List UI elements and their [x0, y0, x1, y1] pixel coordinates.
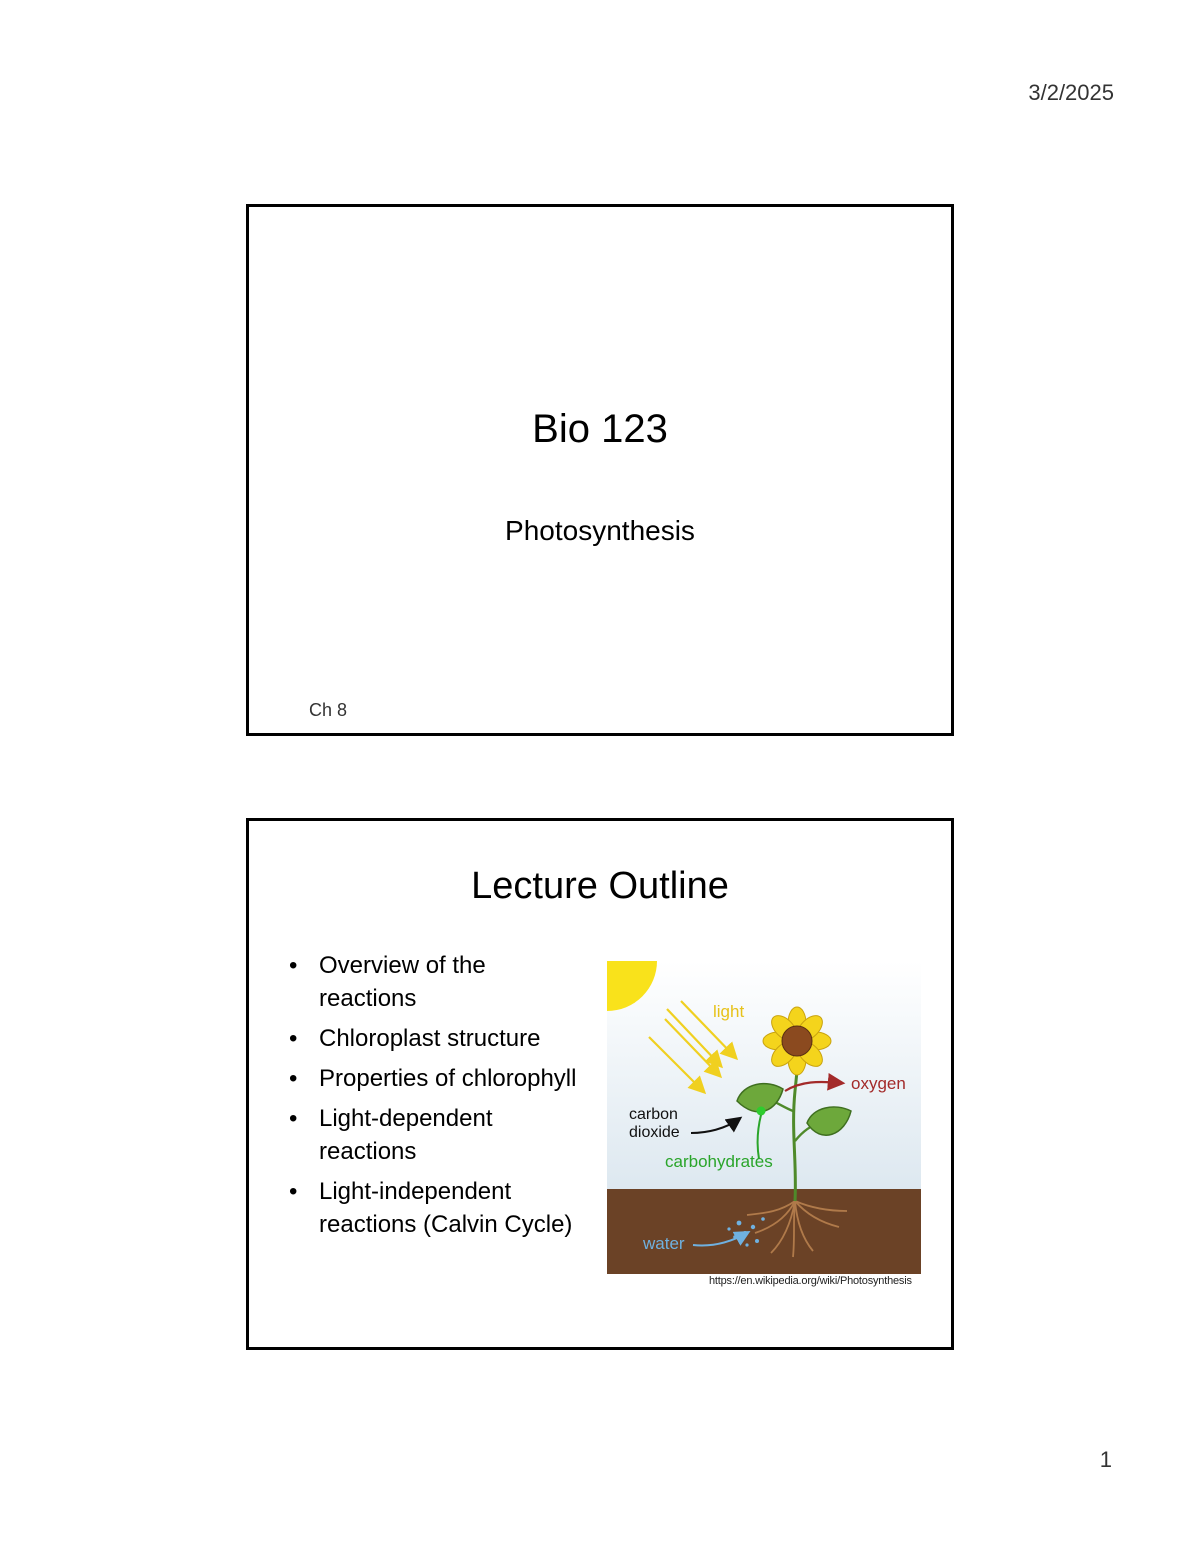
image-citation: https://en.wikipedia.org/wiki/Photosynthesis: [709, 1275, 912, 1287]
outline-slide: [246, 818, 954, 1350]
list-item: [289, 1175, 589, 1241]
bullet-icon: •: [289, 1065, 298, 1092]
carbon-label: carbon: [629, 1106, 678, 1123]
list-item-text: Chloroplast structure: [319, 1025, 541, 1052]
oxygen-label: oxygen: [851, 1074, 906, 1093]
list-item-text: Light-dependent reactions: [319, 1105, 493, 1165]
slide-title: Lecture Outline: [471, 865, 729, 907]
carbohydrates-label: carbohydrates: [665, 1152, 773, 1171]
list-item: [289, 1062, 589, 1095]
title-slide: [246, 204, 954, 736]
list-item-text: Overview of the reactions: [319, 952, 486, 1012]
page-number: 1: [1099, 1447, 1112, 1472]
slide-title: Bio 123: [532, 407, 668, 451]
outline-list: [289, 949, 589, 1248]
list-item-text: Properties of chlorophyll: [319, 1065, 577, 1092]
list-item-text: Light-independent reactions (Calvin Cycle): [319, 1178, 573, 1238]
sunflower-icon: [763, 1007, 831, 1075]
carbohydrate-dot: [757, 1107, 766, 1116]
bullet-icon: •: [289, 1025, 298, 1052]
slide-subtitle: Photosynthesis: [505, 515, 695, 546]
page-date: 3/2/2025: [1028, 80, 1114, 105]
photosynthesis-diagram: [607, 961, 921, 1274]
list-item: [289, 1102, 589, 1168]
list-item: [289, 1022, 589, 1055]
bullet-icon: •: [289, 952, 298, 979]
soil-background: [607, 1189, 921, 1274]
light-label: light: [713, 1002, 745, 1021]
dioxide-label: dioxide: [629, 1124, 680, 1141]
list-item: [289, 949, 589, 1015]
bullet-icon: •: [289, 1178, 298, 1205]
bullet-icon: •: [289, 1105, 298, 1132]
water-label: water: [643, 1234, 685, 1253]
slide-footer: Ch 8: [309, 700, 348, 720]
